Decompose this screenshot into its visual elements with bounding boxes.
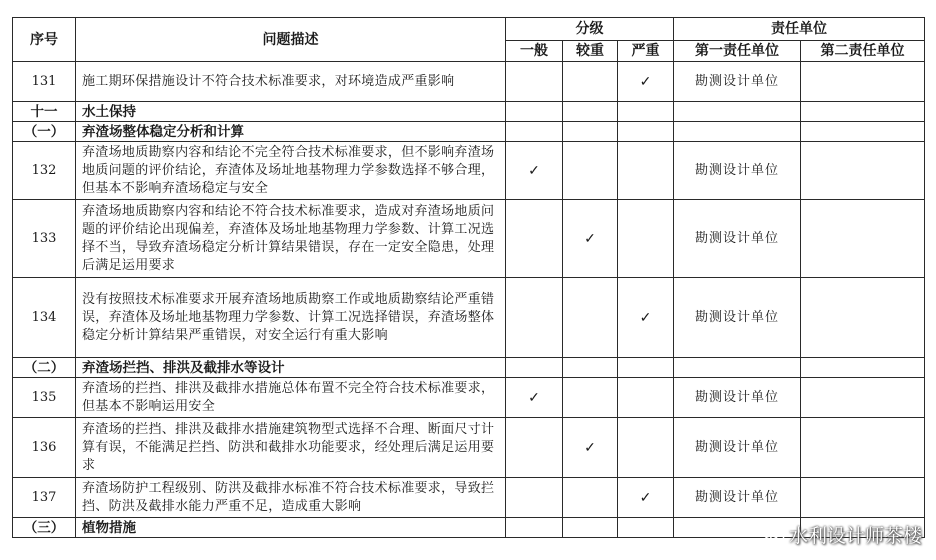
second-unit-cell (801, 278, 925, 358)
grade-serious-cell (563, 142, 618, 200)
watermark-text: 水利设计师茶楼 (788, 525, 922, 547)
grade-general-cell: ✓ (506, 142, 563, 200)
header-first-unit: 第一责任单位 (674, 41, 801, 62)
grade-general-cell: ✓ (506, 378, 563, 418)
first-unit-cell: 勘测设计单位 (674, 200, 801, 278)
first-unit-cell: 勘测设计单位 (674, 278, 801, 358)
section-row (13, 102, 925, 122)
table-row (13, 418, 925, 478)
row-description: 没有按照技术标准要求开展弃渣场地质勘察工作或地质勘察结论严重错误，弃渣体及场址地基物理力学参数、计算工况选择错误，弃渣场整体稳定分析计算结果严重错误，对安全运行有重大影响 (76, 278, 506, 358)
section-row (13, 122, 925, 142)
row-number: 131 (13, 62, 76, 102)
section-number: （三） (13, 518, 76, 538)
grade-general-cell (506, 62, 563, 102)
grade-severe-cell (618, 200, 674, 278)
grade-general-cell (506, 418, 563, 478)
table-row (13, 378, 925, 418)
row-description: 施工期环保措施设计不符合技术标准要求，对环境造成严重影响 (76, 62, 506, 102)
grade-severe-cell (618, 142, 674, 200)
section-row (13, 358, 925, 378)
table-row (13, 62, 925, 102)
row-number: 132 (13, 142, 76, 200)
wechat-icon (763, 525, 785, 545)
grade-serious-cell: ✓ (563, 418, 618, 478)
table-row (13, 278, 925, 358)
header-serious: 较重 (563, 41, 618, 62)
second-unit-cell (801, 378, 925, 418)
grade-severe-cell (618, 378, 674, 418)
grade-serious-cell: ✓ (563, 200, 618, 278)
first-unit-cell: 勘测设计单位 (674, 378, 801, 418)
grade-general-cell (506, 478, 563, 518)
grade-severe-cell: ✓ (618, 62, 674, 102)
grade-serious-cell (563, 378, 618, 418)
grade-serious-cell (563, 62, 618, 102)
grade-severe-cell: ✓ (618, 278, 674, 358)
table-row (13, 478, 925, 518)
header-general: 一般 (506, 41, 563, 62)
section-number: 十一 (13, 102, 76, 122)
first-unit-cell: 勘测设计单位 (674, 62, 801, 102)
row-description: 弃渣场地质勘察内容和结论不完全符合技术标准要求，但不影响弃渣场地质问题的评价结论，弃渣体及场址地基物理力学参数选择不够合理，但基本不影响弃渣场稳定与安全 (76, 142, 506, 200)
header-severe: 严重 (618, 41, 674, 62)
section-title: 水土保持 (76, 102, 506, 122)
header-second-unit: 第二责任单位 (801, 41, 925, 62)
grade-severe-cell (618, 418, 674, 478)
row-number: 134 (13, 278, 76, 358)
first-unit-cell: 勘测设计单位 (674, 142, 801, 200)
section-number: （二） (13, 358, 76, 378)
first-unit-cell: 勘测设计单位 (674, 478, 801, 518)
header-seq: 序号 (13, 18, 76, 62)
table-row (13, 200, 925, 278)
section-title: 弃渣场整体稳定分析和计算 (76, 122, 506, 142)
grade-general-cell (506, 278, 563, 358)
row-description: 弃渣场的拦挡、排洪及截排水措施建筑物型式选择不合理、断面尺寸计算有误，不能满足拦挡、防洪和截排水功能要求，经处理后满足运用要求 (76, 418, 506, 478)
header-description: 问题描述 (76, 18, 506, 62)
row-number: 133 (13, 200, 76, 278)
header-responsibility: 责任单位 (674, 18, 925, 41)
row-number: 135 (13, 378, 76, 418)
row-number: 137 (13, 478, 76, 518)
section-title: 弃渣场拦挡、排洪及截排水等设计 (76, 358, 506, 378)
second-unit-cell (801, 62, 925, 102)
row-description: 弃渣场地质勘察内容和结论不符合技术标准要求，造成对弃渣场地质问题的评价结论出现偏差，弃渣体及场址地基物理力学参数、计算工况选择不当，导致弃渣场稳定分析计算结果错误，存在一定安全隐患，处理后满足运用要求 (76, 200, 506, 278)
first-unit-cell: 勘测设计单位 (674, 418, 801, 478)
row-number: 136 (13, 418, 76, 478)
second-unit-cell (801, 478, 925, 518)
header-grading: 分级 (506, 18, 674, 41)
quality-issue-table (12, 17, 925, 538)
section-title: 植物措施 (76, 518, 506, 538)
second-unit-cell (801, 200, 925, 278)
grade-serious-cell (563, 278, 618, 358)
header-row-1 (13, 18, 925, 41)
second-unit-cell (801, 142, 925, 200)
row-description: 弃渣场防护工程级别、防洪及截排水标准不符合技术标准要求，导致拦挡、防洪及截排水能力严重不足，造成重大影响 (76, 478, 506, 518)
second-unit-cell (801, 418, 925, 478)
grade-general-cell (506, 200, 563, 278)
grade-severe-cell: ✓ (618, 478, 674, 518)
watermark (763, 521, 922, 548)
table-row (13, 142, 925, 200)
grade-serious-cell (563, 478, 618, 518)
section-number: （一） (13, 122, 76, 142)
row-description: 弃渣场的拦挡、排洪及截排水措施总体布置不完全符合技术标准要求，但基本不影响运用安全 (76, 378, 506, 418)
